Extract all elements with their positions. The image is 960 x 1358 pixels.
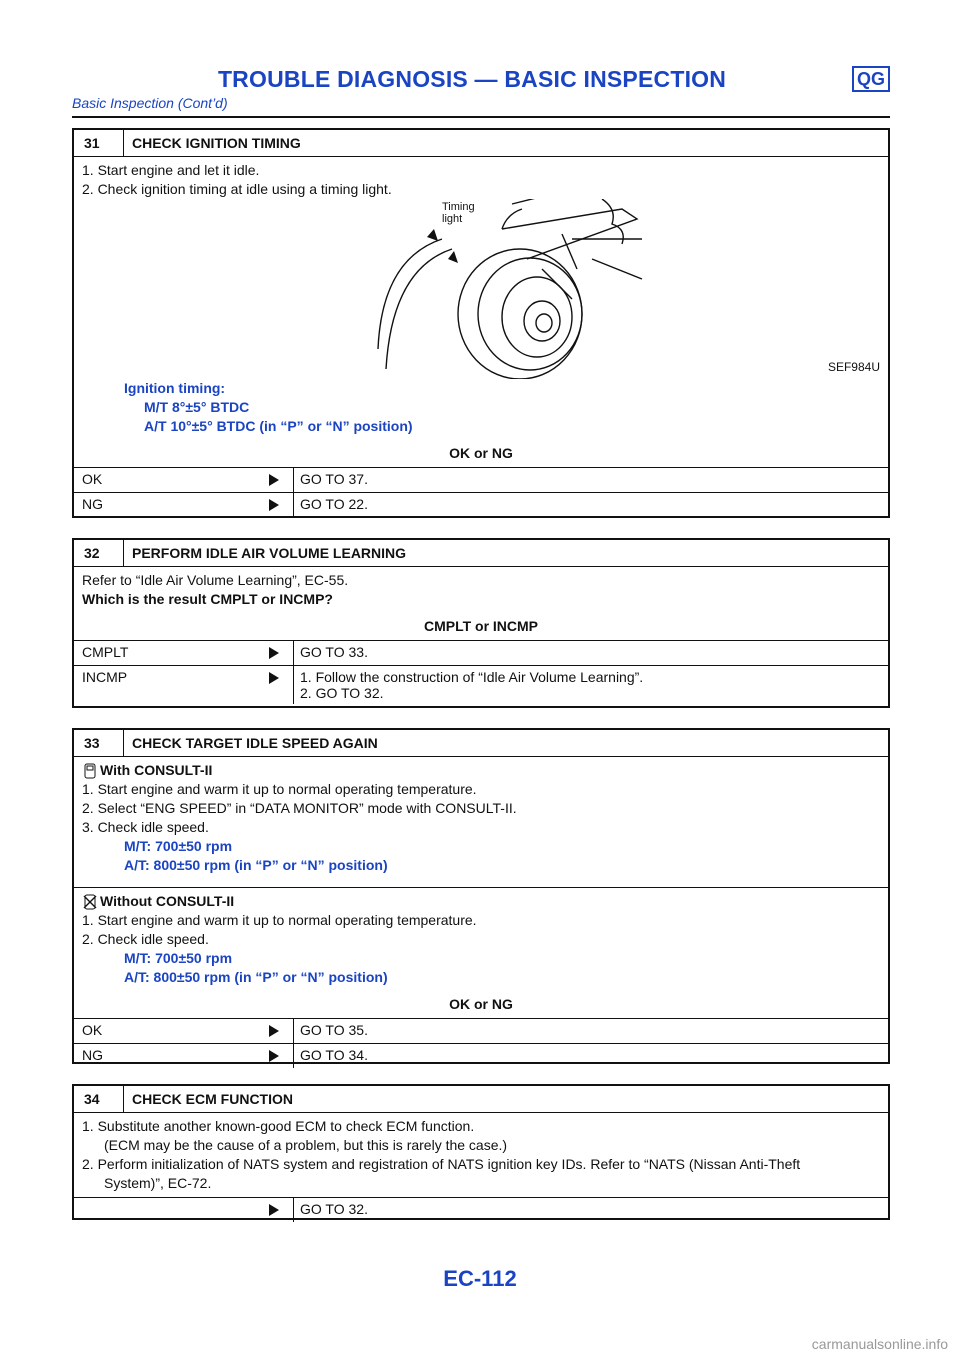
arrow-icon xyxy=(254,468,294,492)
result-prompt: CMPLT or INCMP xyxy=(423,618,539,634)
arrow-icon xyxy=(254,641,294,665)
result-value: GO TO 35. xyxy=(300,1022,368,1038)
step-title: CHECK TARGET IDLE SPEED AGAIN xyxy=(132,735,378,751)
no-consult-icon xyxy=(82,894,98,910)
result-key: OK xyxy=(82,471,103,487)
result-row xyxy=(74,1043,888,1068)
spec-mt: M/T: 700±50 rpm xyxy=(124,838,233,854)
instruction-line: 1. Start engine and warm it up to normal operating temperature. xyxy=(82,781,477,797)
arrow-icon xyxy=(254,493,294,517)
result-key xyxy=(74,1198,254,1222)
page-title: TROUBLE DIAGNOSIS — BASIC INSPECTION xyxy=(217,66,727,92)
spec-at: A/T: 800±50 rpm (in “P” or “N” position) xyxy=(124,969,388,985)
step-title: PERFORM IDLE AIR VOLUME LEARNING xyxy=(132,545,407,561)
instruction-line: 2. Check idle speed. xyxy=(82,931,209,947)
result-value: GO TO 32. xyxy=(300,1201,368,1217)
instruction-line: 3. Check idle speed. xyxy=(82,819,209,835)
spec-title: Ignition timing: xyxy=(124,380,226,396)
instruction-line: (ECM may be the cause of a problem, but this is rarely the case.) xyxy=(104,1137,508,1153)
spec-at: A/T 10°±5° BTDC (in “P” or “N” position) xyxy=(144,418,413,434)
with-consult-title xyxy=(82,761,880,780)
step-body xyxy=(74,567,888,640)
result-row xyxy=(74,665,888,704)
figure-label: Timing light xyxy=(442,201,475,225)
page-header xyxy=(72,62,890,120)
result-row xyxy=(74,467,888,492)
step-number: 32 xyxy=(74,540,124,566)
result-key: NG xyxy=(82,1047,103,1063)
timing-light-illustration xyxy=(82,199,882,379)
result-value-line: 2. GO TO 32. xyxy=(300,685,384,701)
arrow-icon xyxy=(254,1019,294,1043)
header-rule xyxy=(72,116,890,118)
instruction-line: 1. Start engine and let it idle. xyxy=(82,162,260,178)
result-key: OK xyxy=(82,1022,103,1038)
instruction-line: Refer to “Idle Air Volume Learning”, EC-55. xyxy=(82,572,349,588)
result-key: NG xyxy=(82,496,103,512)
page-number: EC-112 xyxy=(443,1266,517,1291)
result-value-line: 1. Follow the construction of “Idle Air Volume Learning”. xyxy=(300,669,644,685)
arrow-icon xyxy=(254,1044,294,1068)
step-header xyxy=(74,1086,888,1113)
result-row xyxy=(74,640,888,665)
spec-mt: M/T: 700±50 rpm xyxy=(124,950,233,966)
result-value xyxy=(294,666,888,704)
instruction-line: System)”, EC-72. xyxy=(104,1175,212,1191)
step-number: 33 xyxy=(74,730,124,756)
with-consult-label: With CONSULT-II xyxy=(100,762,213,778)
step-title: CHECK IGNITION TIMING xyxy=(132,135,301,151)
step-title: CHECK ECM FUNCTION xyxy=(132,1091,293,1107)
spec-mt: M/T 8°±5° BTDC xyxy=(144,399,250,415)
without-consult-title xyxy=(82,892,880,911)
arrow-icon xyxy=(254,1198,294,1222)
timing-light-figure xyxy=(82,199,880,379)
step-32 xyxy=(72,538,890,708)
figure-caption: SEF984U xyxy=(827,360,880,374)
instruction-line: 2. Check ignition timing at idle using a timing light. xyxy=(82,181,392,197)
page-subtitle: Basic Inspection (Cont’d) xyxy=(72,95,228,111)
step-number: 31 xyxy=(74,130,124,156)
result-row xyxy=(74,1197,888,1222)
step-body xyxy=(74,1113,888,1197)
result-value: GO TO 37. xyxy=(300,471,368,487)
step-body xyxy=(74,157,888,467)
step-31 xyxy=(72,128,890,518)
site-watermark: carmanualsonline.info xyxy=(811,1336,948,1352)
result-prompt: OK or NG xyxy=(449,996,513,1012)
section-divider xyxy=(74,887,888,888)
result-value: GO TO 22. xyxy=(300,496,368,512)
result-row xyxy=(74,1018,888,1043)
result-row xyxy=(74,492,888,517)
result-prompt: OK or NG xyxy=(449,445,513,461)
instruction-line: 2. Select “ENG SPEED” in “DATA MONITOR” mode with CONSULT-II. xyxy=(82,800,517,816)
result-value: GO TO 34. xyxy=(300,1047,368,1063)
step-header xyxy=(74,730,888,757)
result-key: INCMP xyxy=(82,669,128,685)
step-number: 34 xyxy=(74,1086,124,1112)
engine-code-badge: QG xyxy=(852,66,890,92)
step-body xyxy=(74,757,888,1018)
result-key: CMPLT xyxy=(82,644,129,660)
result-value: GO TO 33. xyxy=(300,644,368,660)
step-33 xyxy=(72,728,890,1064)
step-34 xyxy=(72,1084,890,1220)
consult-icon xyxy=(82,763,98,779)
instruction-line: 2. Perform initialization of NATS system and registration of NATS ignition key IDs. Refer to “NATS (Nissan Anti-Theft xyxy=(82,1156,801,1172)
step-header xyxy=(74,130,888,157)
instruction-line: 1. Substitute another known-good ECM to check ECM function. xyxy=(82,1118,475,1134)
spec-at: A/T: 800±50 rpm (in “P” or “N” position) xyxy=(124,857,388,873)
instruction-line: 1. Start engine and warm it up to normal operating temperature. xyxy=(82,912,477,928)
question-line: Which is the result CMPLT or INCMP? xyxy=(82,591,333,607)
arrow-icon xyxy=(254,666,294,704)
step-header xyxy=(74,540,888,567)
without-consult-label: Without CONSULT-II xyxy=(100,893,235,909)
